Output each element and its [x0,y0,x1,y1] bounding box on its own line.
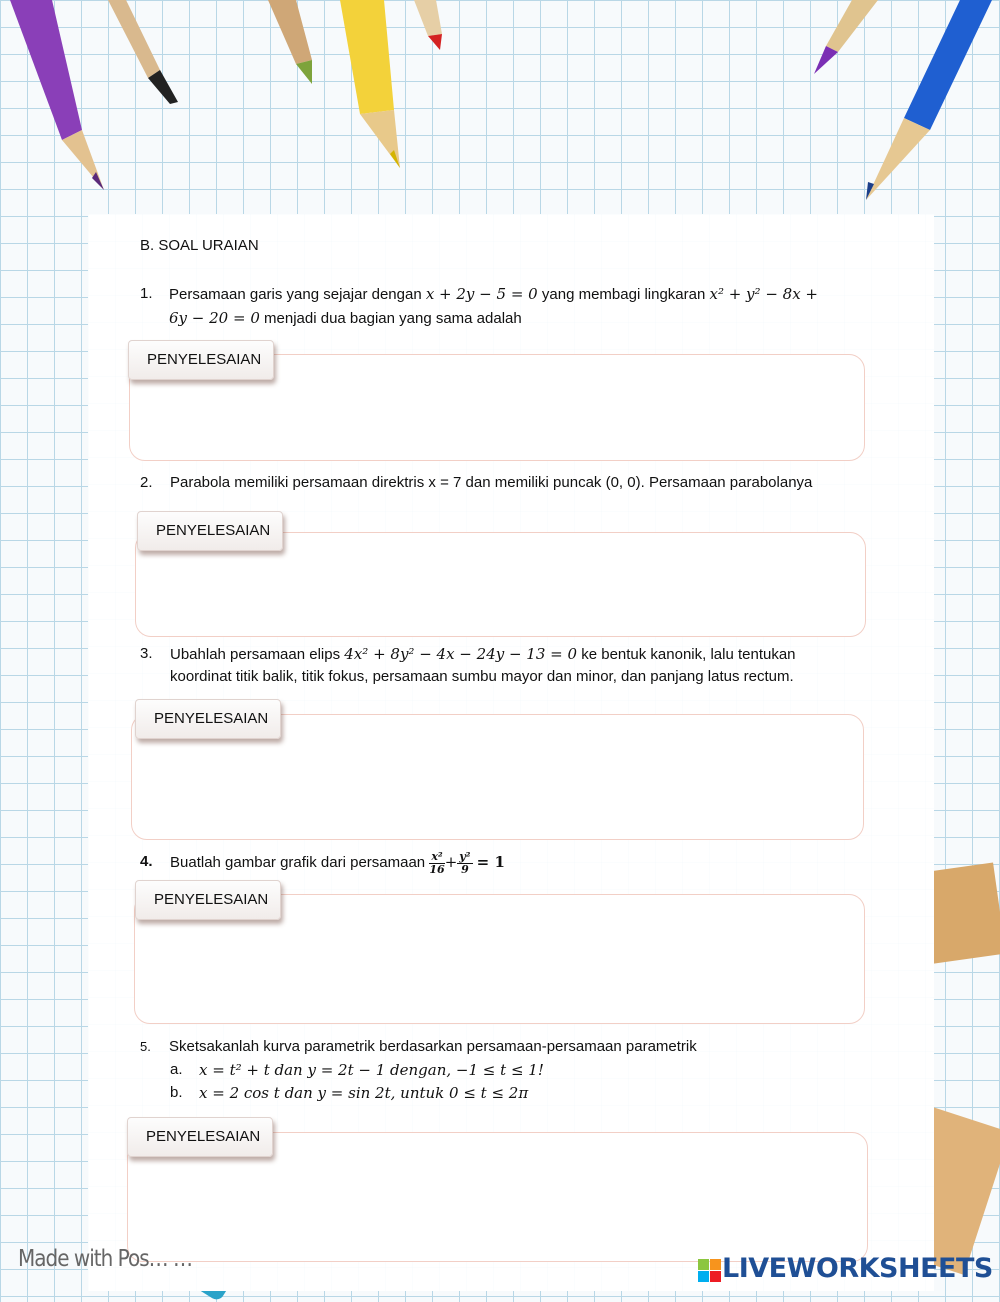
equals-one: = 1 [476,853,505,871]
question-3-math-a: 4x² + 8y² − 4x − 24y − 13 = 0 [344,645,578,663]
question-4-text: Buatlah gambar grafik dari persamaan [170,854,430,871]
question-1-text-c: menjadi dua bagian yang sama adalah [259,310,522,327]
answer-label-3: PENYELESAIAN [135,699,281,739]
fraction-x-denominator: 16 [429,862,445,876]
fraction-x-numerator: x² [431,849,443,863]
answer-label-1: PENYELESAIAN [128,340,274,380]
purple-pencil-icon [10,0,104,190]
question-4-number: 4. [140,853,153,870]
question-1-line-1 [169,284,818,305]
question-1-number: 1. [140,285,153,302]
made-with-watermark: Made with Pos… … [18,1244,193,1272]
red-pencil-icon [414,0,442,50]
green-pencil-icon [268,0,312,84]
fraction-y-numerator: y² [459,849,471,863]
question-3-number: 3. [140,645,153,662]
answer-label-4: PENYELESAIAN [135,880,281,920]
pencils-decoration [0,0,1000,220]
fraction-y [457,851,472,876]
fraction-y-denominator: 9 [461,862,469,876]
question-1-line-2 [169,308,522,329]
question-3-text-b: ke bentuk kanonik, lalu tentukan [577,646,796,663]
section-title: B. SOAL URAIAN [140,237,259,254]
blue-pencil-icon [866,0,992,200]
question-2-text: Parabola memiliki persamaan direktris x = 7 dan memiliki puncak (0, 0). Persamaan parabolanya [170,474,813,491]
question-2-number: 2. [140,474,153,491]
liveworksheets-brand[interactable]: LIVEWORKSHEETS [722,1253,993,1284]
question-3-line-1 [170,644,796,665]
question-5b-text: x = 2 cos t dan y = sin 2t, untuk 0 ≤ t ≤ 2π [199,1084,529,1102]
yellow-pencil-icon [340,0,400,168]
question-1-math-b: x² + y² − 8x + [709,285,818,303]
plus-sign: + [444,853,458,871]
question-5-number: 5. [140,1039,151,1054]
question-5-text: Sketsakanlah kurva parametrik berdasarkan persamaan-persamaan parametrik [169,1038,697,1055]
question-4-line [170,845,505,880]
fraction-x [429,851,444,876]
question-1-text-a: Persamaan garis yang sejajar dengan [169,286,426,303]
question-3-line-2: koordinat titik balik, titik fokus, persamaan sumbu mayor dan minor, dan panjang latus rectum. [170,668,794,685]
question-5a-text: x = t² + t dan y = 2t − 1 dengan, −1 ≤ t ≤ 1! [199,1061,544,1079]
answer-label-5: PENYELESAIAN [127,1117,273,1157]
question-1-math-c: 6y − 20 = 0 [169,309,260,327]
question-3-text-a: Ubahlah persamaan elips [170,646,345,663]
question-1-math-a: x + 2y − 5 = 0 [425,285,538,303]
violet-pencil-icon [814,0,878,74]
question-5b-label: b. [170,1084,183,1101]
question-5a-label: a. [170,1061,183,1078]
liveworksheets-logo-icon [698,1259,722,1283]
question-1-text-b: yang membagi lingkaran [537,286,710,303]
grey-pencil-icon [108,0,178,104]
answer-label-2: PENYELESAIAN [137,511,283,551]
